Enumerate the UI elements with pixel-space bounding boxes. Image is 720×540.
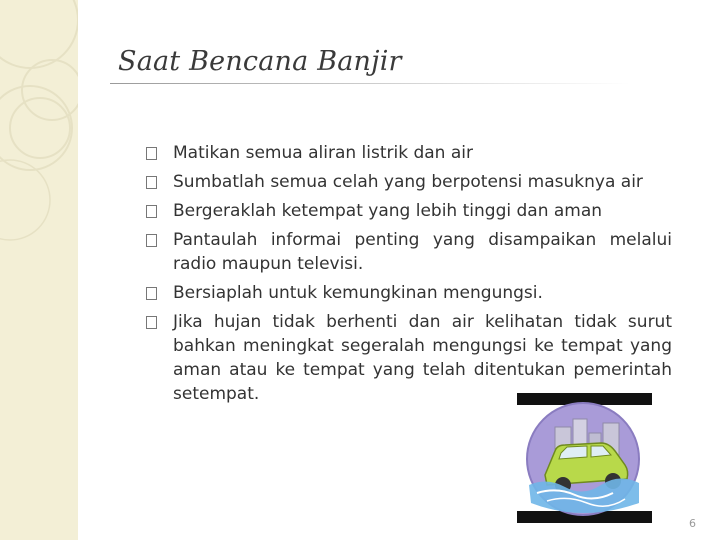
page-number: 6: [689, 517, 696, 530]
decorative-side-strip: [0, 0, 78, 540]
bullet-item: [146, 228, 672, 276]
flooded-car-illustration: [517, 393, 652, 523]
checkbox-bullet-icon: [146, 234, 157, 247]
bullet-text: Jika hujan tidak berhenti dan air kelihatan tidak surut bahkan meningkat segeralah mengungsi ke tempat yang aman atau ke tempat yang telah ditentukan pemerintah setempat.: [173, 312, 672, 404]
checkbox-bullet-icon: [146, 147, 157, 160]
bullet-text: Sumbatlah semua celah yang berpotensi masuknya air: [173, 172, 643, 192]
bullet-text: Bergeraklah ketempat yang lebih tinggi dan aman: [173, 201, 603, 221]
bullet-item: [146, 199, 672, 223]
bullet-item: [146, 170, 672, 194]
bullet-text: Pantaulah informai penting yang disampaikan melalui radio maupun televisi.: [173, 230, 672, 274]
bullet-text: Bersiaplah untuk kemungkinan mengungsi.: [173, 283, 543, 303]
checkbox-bullet-icon: [146, 176, 157, 189]
decorative-circles: [0, 0, 78, 540]
title-underline: [110, 83, 630, 84]
checkbox-bullet-icon: [146, 287, 157, 300]
flooded-car-image: [517, 393, 652, 523]
checkbox-bullet-icon: [146, 205, 157, 218]
bullet-item: [146, 141, 672, 165]
bullet-text: Matikan semua aliran listrik dan air: [173, 143, 473, 163]
checkbox-bullet-icon: [146, 316, 157, 329]
bullet-list: [146, 141, 672, 411]
bullet-item: [146, 310, 672, 406]
bullet-item: [146, 281, 672, 305]
slide-title: Saat Bencana Banjir: [118, 46, 402, 77]
